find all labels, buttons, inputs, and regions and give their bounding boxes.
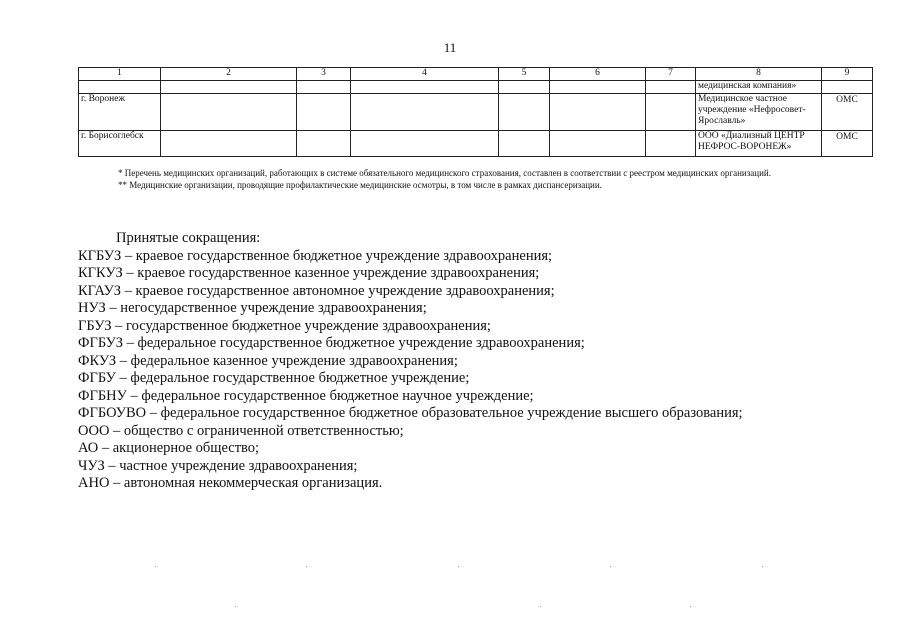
column-header: 5 [499,68,550,81]
table-cell: ООО «Диализный ЦЕНТР НЕФРОС-ВОРОНЕЖ» [696,131,822,157]
scan-speck [610,566,611,567]
abbreviations-title: Принятые сокращения: [116,230,261,246]
abbreviations-list [78,248,878,493]
column-header: 7 [646,68,696,81]
scan-speck [690,606,691,607]
scan-speck [540,606,541,607]
abbreviation-item: АО – акционерное общество; [78,440,260,456]
table-cell: г. Воронеж [79,94,161,131]
abbreviation-item: ФГБОУВО – федеральное государственное бюджетное образовательное учреждение высшего образования; [78,405,743,421]
page-number: 11 [443,40,457,55]
column-header: 2 [161,68,297,81]
column-header: 8 [696,68,822,81]
table-header-row [79,68,873,81]
column-header: 6 [550,68,646,81]
abbreviation-item: НУЗ – негосударственное учреждение здравоохранения; [78,300,427,316]
registry-table [78,67,873,157]
column-header: 9 [822,68,873,81]
abbreviation-item: КГАУЗ – краевое государственное автономное учреждение здравоохранения; [78,282,555,299]
column-header: 3 [297,68,351,81]
scan-speck [306,566,307,567]
footnotes [78,168,868,191]
table-cell: г. Борисоглебск [79,131,161,157]
scan-speck [155,566,156,567]
abbreviations-section [78,230,878,493]
table-cell: ОМС [822,94,873,131]
column-header: 4 [351,68,499,81]
abbreviation-item: АНО – автономная некоммерческая организация. [78,475,383,491]
scan-speck [762,566,763,567]
table-cell: Медицинское частное учреждение «Нефросовет-Ярославль» [696,94,822,131]
footnote: * Перечень медицинских организаций, работающих в системе обязательного медицинского страхования, составлен в соответствии с реестром медицинских организаций. [118,168,771,178]
abbreviation-item: ФГБУЗ – федеральное государственное бюджетное учреждение здравоохранения; [78,335,585,351]
abbreviation-item: КГКУЗ – краевое государственное казенное учреждение здравоохранения; [78,265,540,281]
abbreviation-item: ФКУЗ – федеральное казенное учреждение здравоохранения; [78,352,458,369]
table-row [79,81,873,94]
table-cell [822,81,873,94]
abbreviation-item: ЧУЗ – частное учреждение здравоохранения; [78,457,358,474]
abbreviation-item: КГБУЗ – краевое государственное бюджетное учреждение здравоохранения; [78,247,553,264]
table-row [79,131,873,157]
abbreviation-item: ФГБНУ – федеральное государственное бюджетное научное учреждение; [78,387,534,404]
scan-speck [235,606,236,607]
table-cell: медицинская компания» [696,81,822,94]
footnote: ** Медицинские организации, проводящие профилактические медицинские осмотры, в том числе в рамках диспансеризации. [118,179,602,190]
abbreviation-item: ГБУЗ – государственное бюджетное учреждение здравоохранения; [78,317,491,334]
column-header: 1 [79,68,161,81]
table-cell [79,81,161,94]
abbreviation-item: ФГБУ – федеральное государственное бюджетное учреждение; [78,370,470,386]
table-cell: ОМС [822,131,873,157]
table-row [79,94,873,131]
scan-speck [458,566,459,567]
abbreviation-item: ООО – общество с ограниченной ответственностью; [78,422,404,439]
